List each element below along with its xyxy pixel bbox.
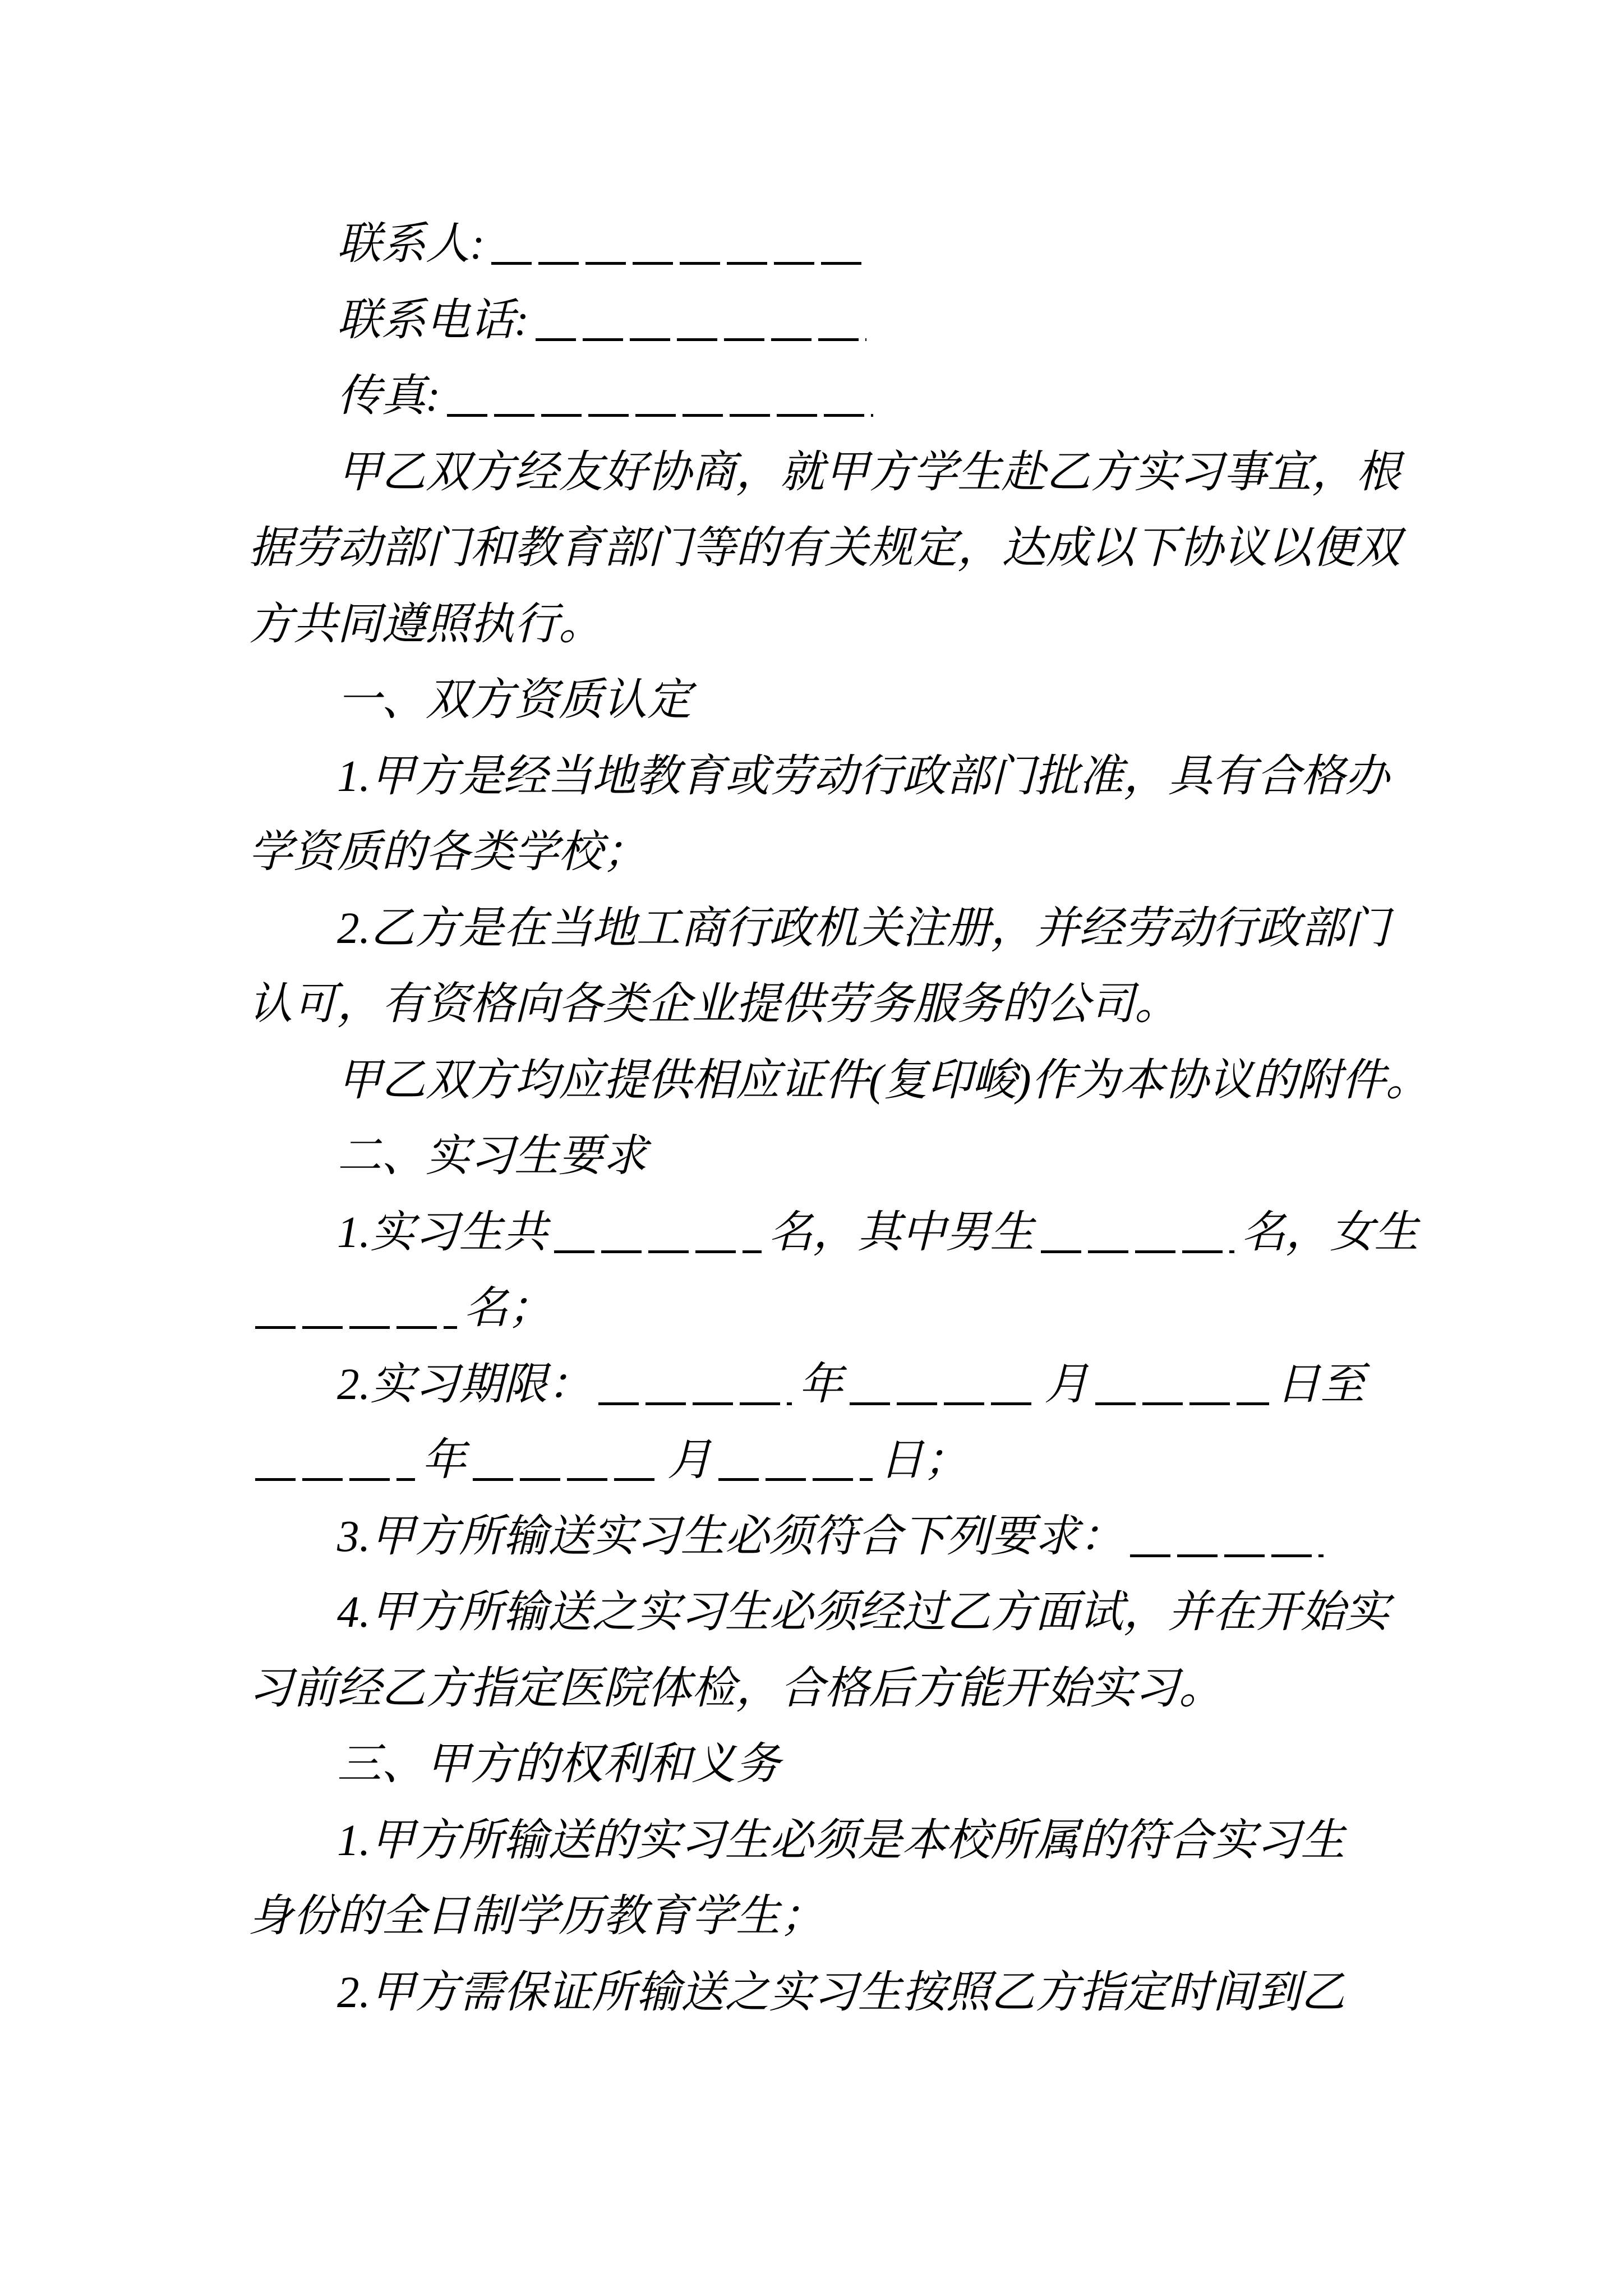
document-line <box>248 358 1398 435</box>
text-run: 2.乙方是在当地工商行政机关注册，并经劳动行政部门 <box>337 904 1390 953</box>
fill-in-blank <box>1095 1402 1269 1405</box>
document-line <box>248 435 1398 511</box>
text-run: 方共同遵照执行。 <box>248 600 603 649</box>
document-line <box>248 1119 1398 1195</box>
document-line <box>248 1803 1398 1879</box>
text-run: 2.甲方需保证所输送之实习生按照乙方指定时间到乙 <box>337 1968 1345 2017</box>
text-run: 认可，有资格向各类企业提供劳务服务的公司。 <box>248 980 1179 1029</box>
text-run: 学资质的各类学校； <box>248 828 647 877</box>
document-line <box>248 1271 1398 1347</box>
fill-in-blank <box>554 1250 762 1253</box>
document-line <box>248 283 1398 359</box>
text-run: 月 <box>1044 1360 1089 1409</box>
text-run: 三、甲方的权利和义务 <box>337 1740 780 1789</box>
text-run: 二、实习生要求 <box>337 1132 647 1181</box>
fill-in-blank <box>491 262 867 265</box>
document-line <box>248 1043 1430 1119</box>
document-line <box>248 967 1398 1043</box>
text-run: 年 <box>422 1436 466 1485</box>
document-line <box>248 1499 1398 1575</box>
document-line <box>248 1879 1398 1955</box>
fill-in-blank <box>536 338 866 341</box>
fill-in-blank <box>1041 1250 1234 1253</box>
text-run: 日至 <box>1276 1360 1365 1409</box>
text-run: 据劳动部门和教育部门等的有关规定，达成以下协议以便双 <box>248 524 1400 573</box>
document-line <box>248 1423 1398 1499</box>
text-run: 3.甲方所输送实习生必须符合下列要求： <box>337 1512 1124 1561</box>
text-run: 甲乙双方均应提供相应证件(复印峻)作为本协议的附件。 <box>337 1056 1430 1105</box>
text-run: 月 <box>667 1436 712 1485</box>
document-line <box>248 1575 1398 1651</box>
fill-in-blank <box>598 1402 792 1405</box>
document-line <box>248 206 1398 283</box>
document-line <box>248 1347 1398 1423</box>
document-content <box>248 206 1430 2031</box>
text-run: 一、双方资质认定 <box>337 676 691 725</box>
document-line <box>248 662 1398 739</box>
document-line <box>248 1651 1398 1727</box>
fill-in-blank <box>850 1402 1038 1405</box>
document-line <box>248 815 1398 891</box>
fill-in-blank <box>255 1326 457 1329</box>
text-run: 年 <box>799 1360 843 1409</box>
text-run: 1.实习生共 <box>337 1208 548 1257</box>
fill-in-blank <box>447 414 873 417</box>
text-run: 联系电话: <box>337 296 529 345</box>
text-run: 名，其中男生 <box>768 1208 1035 1257</box>
text-run: 1.甲方是经当地教育或劳动行政部门批准，具有合格办 <box>337 752 1390 801</box>
text-run: 身份的全日制学历教育学生； <box>248 1892 824 1941</box>
document-line <box>248 1955 1398 2031</box>
text-run: 甲乙双方经友好协商，就甲方学生赴乙方实习事宜，根 <box>337 448 1400 497</box>
text-run: 日； <box>879 1436 968 1485</box>
fill-in-blank <box>718 1478 873 1481</box>
fill-in-blank <box>1130 1554 1324 1557</box>
fill-in-blank <box>473 1478 661 1481</box>
document-line <box>248 510 1398 587</box>
text-run: 联系人: <box>337 220 485 269</box>
text-run: 2.实习期限： <box>337 1360 592 1409</box>
document-line <box>248 1727 1398 1803</box>
document-line <box>248 1195 1419 1271</box>
fill-in-blank <box>255 1478 415 1481</box>
text-run: 习前经乙方指定医院体检，合格后方能开始实习。 <box>248 1664 1223 1713</box>
document-line <box>248 739 1398 815</box>
text-run: 4.甲方所输送之实习生必须经过乙方面试，并在开始实 <box>337 1588 1390 1637</box>
text-run: 名； <box>464 1284 552 1333</box>
document-line <box>248 587 1398 663</box>
text-run: 名，女生 <box>1241 1208 1419 1257</box>
text-run: 传真: <box>337 372 441 421</box>
text-run: 1.甲方所输送的实习生必须是本校所属的符合实习生 <box>337 1816 1345 1865</box>
document-line <box>248 891 1398 967</box>
